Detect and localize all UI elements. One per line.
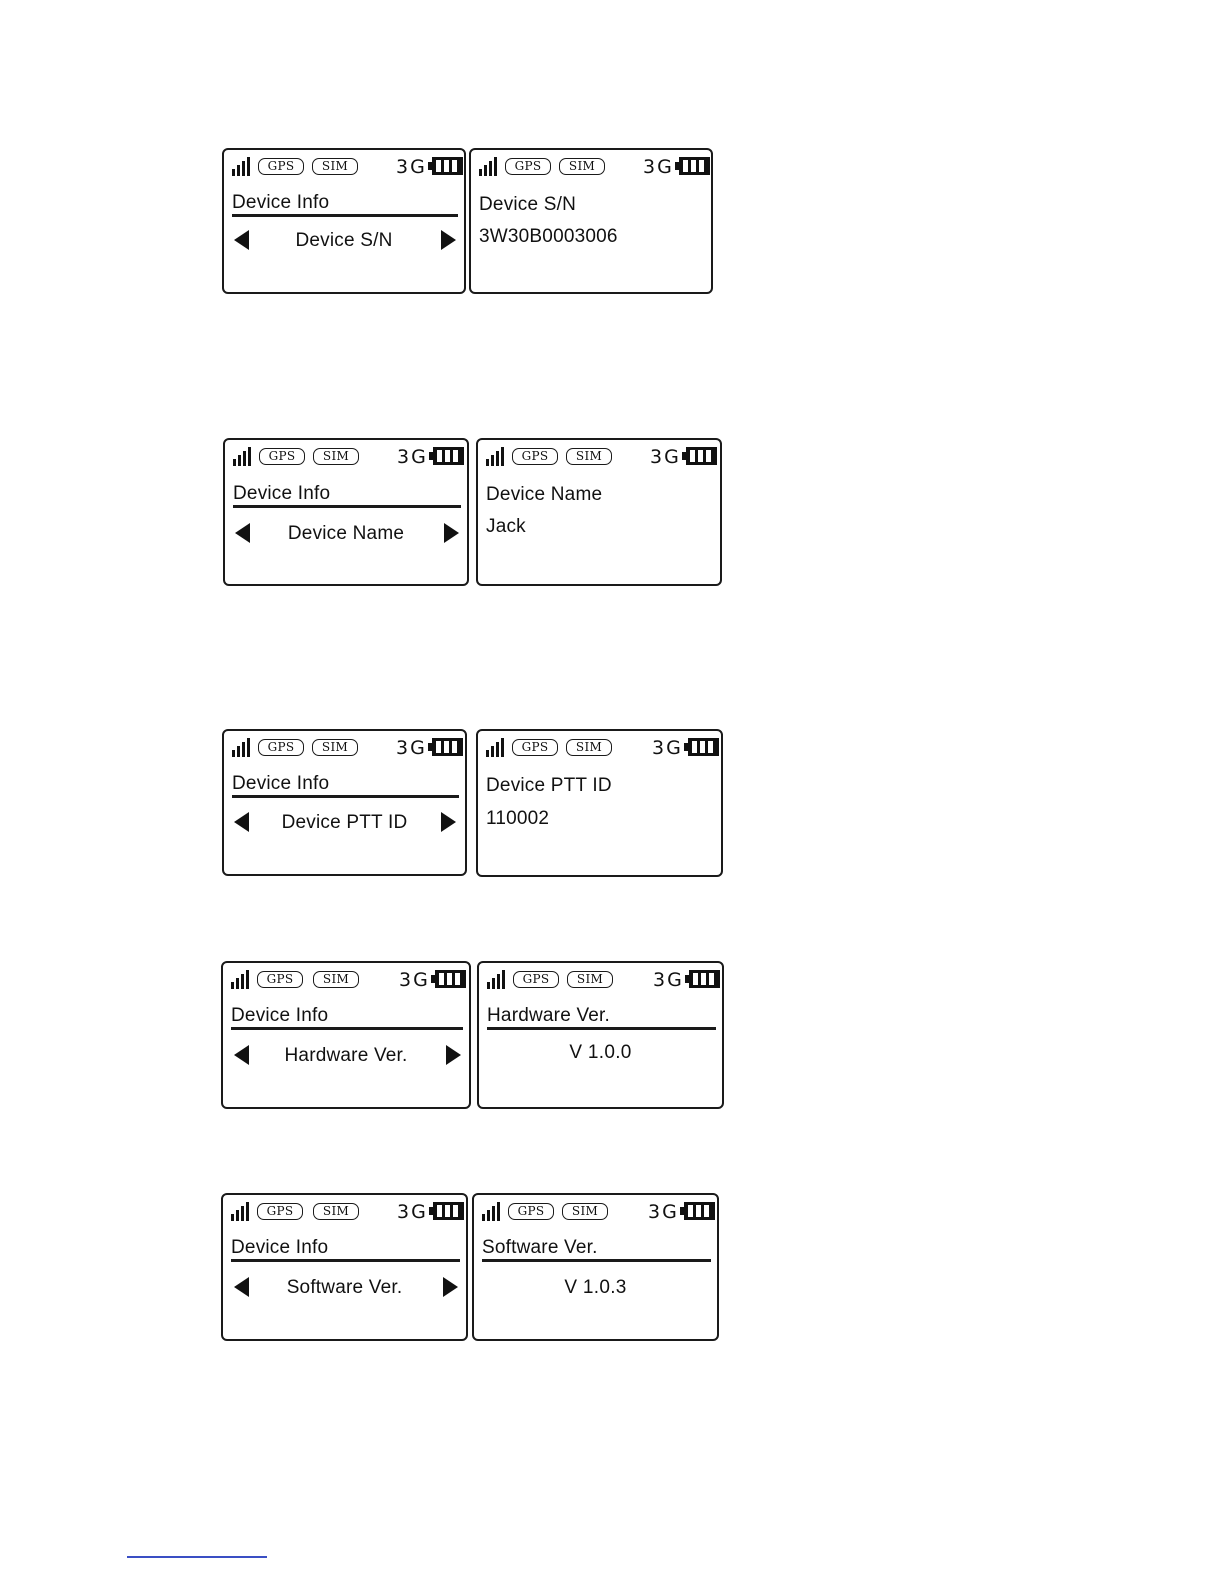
status-bar [482, 1201, 713, 1227]
menu-title: Device Info [231, 1237, 329, 1258]
right-arrow-icon[interactable] [440, 230, 456, 250]
gps-icon: GPS [257, 1203, 303, 1220]
menu-title: Device Info [232, 773, 330, 794]
detail-screen [477, 961, 724, 1109]
title-divider [233, 505, 461, 508]
title-divider [232, 214, 458, 217]
gps-icon: GPS [259, 448, 305, 465]
battery-icon [429, 1201, 465, 1221]
status-bar [486, 737, 717, 763]
status-bar [487, 969, 718, 995]
detail-title: Device PTT ID [486, 775, 612, 796]
signal-icon [231, 969, 251, 989]
detail-screen [476, 438, 722, 586]
sim-icon: SIM [567, 971, 613, 988]
signal-icon [486, 737, 506, 757]
menu-title: Device Info [231, 1005, 329, 1026]
network-indicator: 3G [650, 446, 681, 468]
menu-title: Device Info [233, 483, 331, 504]
gps-icon: GPS [508, 1203, 554, 1220]
title-divider [232, 795, 459, 798]
signal-icon [232, 156, 252, 176]
battery-icon [680, 1201, 716, 1221]
gps-icon: GPS [505, 158, 551, 175]
battery-icon [431, 969, 467, 989]
signal-icon [232, 737, 252, 757]
gps-icon: GPS [258, 739, 304, 756]
detail-value: Jack [486, 516, 526, 537]
menu-screen [221, 1193, 468, 1341]
gps-icon: GPS [257, 971, 303, 988]
network-indicator: 3G [396, 737, 427, 759]
sim-icon: SIM [562, 1203, 608, 1220]
sim-icon: SIM [312, 739, 358, 756]
sim-icon: SIM [566, 739, 612, 756]
menu-screen [222, 729, 467, 876]
network-indicator: 3G [397, 446, 428, 468]
detail-value: V 1.0.0 [569, 1042, 632, 1063]
title-divider [482, 1259, 711, 1262]
right-arrow-icon[interactable] [443, 523, 459, 543]
menu-item[interactable]: Hardware Ver. [284, 1045, 408, 1066]
title-divider [231, 1259, 460, 1262]
signal-icon [233, 446, 253, 466]
right-arrow-icon[interactable] [440, 812, 456, 832]
battery-icon [675, 156, 711, 176]
menu-title: Device Info [232, 192, 330, 213]
battery-icon [429, 446, 465, 466]
signal-icon [487, 969, 507, 989]
detail-screen [476, 729, 723, 877]
gps-icon: GPS [512, 448, 558, 465]
title-divider [487, 1027, 716, 1030]
detail-screen [472, 1193, 719, 1341]
detail-title: Software Ver. [482, 1237, 598, 1258]
battery-icon [685, 969, 721, 989]
signal-icon [231, 1201, 251, 1221]
status-bar [232, 156, 460, 182]
network-indicator: 3G [643, 156, 674, 178]
network-indicator: 3G [399, 969, 430, 991]
menu-screen [222, 148, 466, 294]
right-arrow-icon[interactable] [445, 1045, 461, 1065]
detail-title: Hardware Ver. [487, 1005, 610, 1026]
battery-icon [428, 737, 464, 757]
menu-item[interactable]: Software Ver. [286, 1277, 403, 1298]
signal-icon [486, 446, 506, 466]
sim-icon: SIM [312, 158, 358, 175]
menu-item[interactable]: Device S/N [295, 230, 393, 251]
signal-icon [479, 156, 499, 176]
battery-icon [682, 446, 718, 466]
detail-value: 110002 [486, 808, 550, 829]
network-indicator: 3G [396, 156, 427, 178]
status-bar [479, 156, 707, 182]
menu-screen [223, 438, 469, 586]
status-bar [486, 446, 716, 472]
status-bar [232, 737, 461, 763]
status-bar [233, 446, 463, 472]
menu-item[interactable]: Device Name [287, 523, 405, 544]
gps-icon: GPS [258, 158, 304, 175]
right-arrow-icon[interactable] [442, 1277, 458, 1297]
title-divider [231, 1027, 463, 1030]
sim-icon: SIM [559, 158, 605, 175]
footer-link-underline [127, 1556, 267, 1558]
sim-icon: SIM [313, 1203, 359, 1220]
network-indicator: 3G [652, 737, 683, 759]
detail-title: Device S/N [479, 194, 577, 215]
status-bar [231, 969, 465, 995]
network-indicator: 3G [397, 1201, 428, 1223]
signal-icon [482, 1201, 502, 1221]
menu-item[interactable]: Device PTT ID [281, 812, 408, 833]
sim-icon: SIM [313, 971, 359, 988]
menu-screen [221, 961, 471, 1109]
network-indicator: 3G [653, 969, 684, 991]
detail-value: 3W30B0003006 [479, 226, 618, 247]
gps-icon: GPS [513, 971, 559, 988]
battery-icon [684, 737, 720, 757]
network-indicator: 3G [648, 1201, 679, 1223]
battery-icon [428, 156, 464, 176]
sim-icon: SIM [566, 448, 612, 465]
sim-icon: SIM [313, 448, 359, 465]
gps-icon: GPS [512, 739, 558, 756]
status-bar [231, 1201, 462, 1227]
detail-screen [469, 148, 713, 294]
detail-value: V 1.0.3 [564, 1277, 627, 1298]
detail-title: Device Name [486, 484, 603, 505]
